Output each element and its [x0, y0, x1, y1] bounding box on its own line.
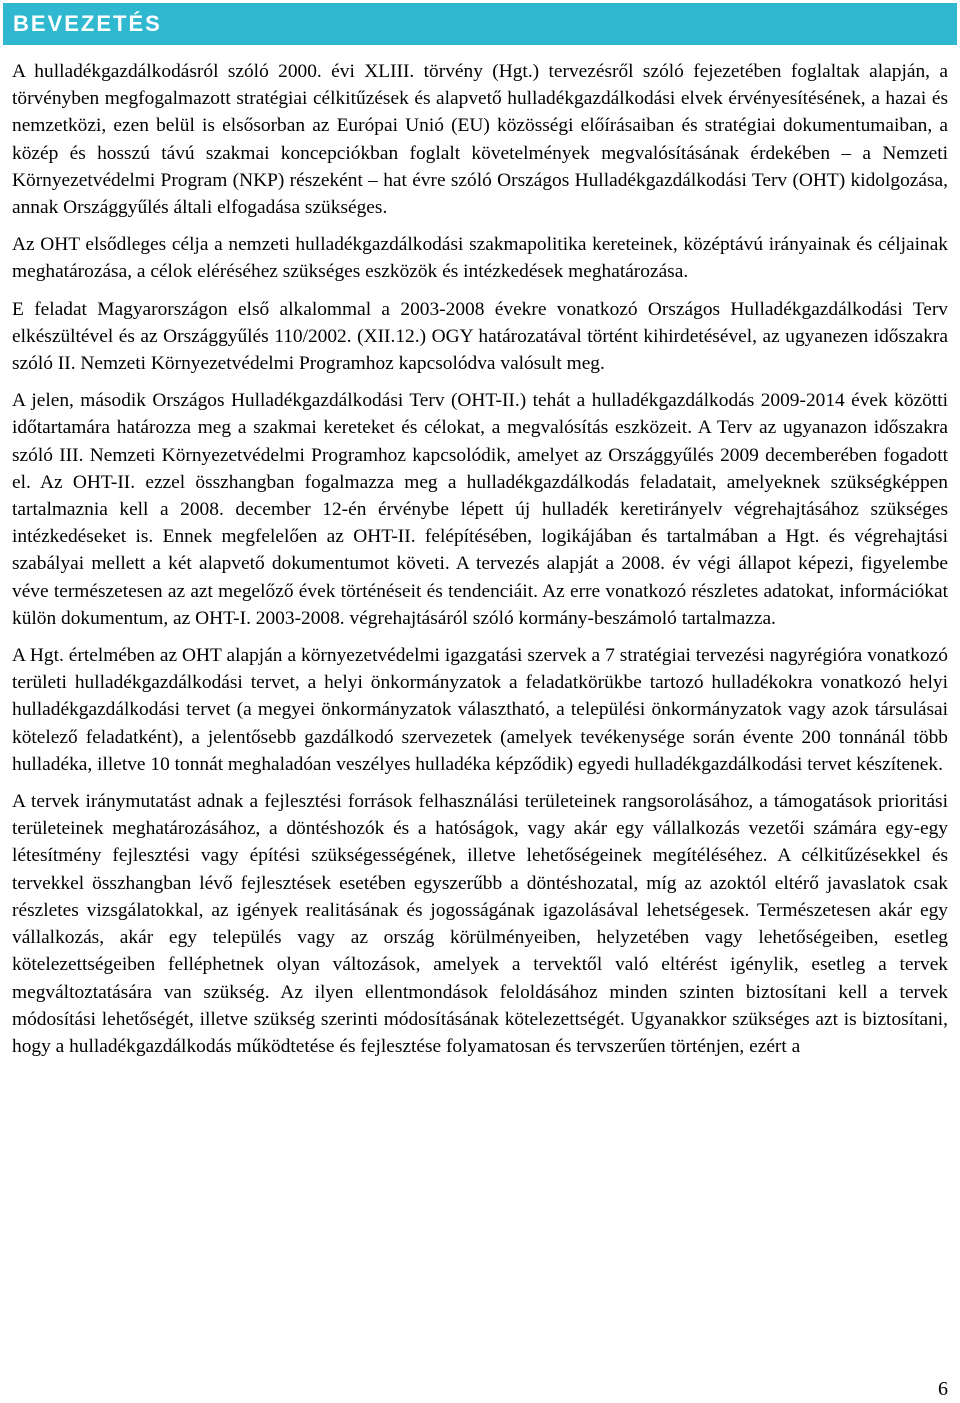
paragraph-second-plan: A jelen, második Országos Hulladékgazdálkodási Terv (OHT-II.) tehát a hulladékgazdálkodás 2009-2014 évek közötti időtartamára határozza meg a szakmai kereteket és célokat, a megvalósítás eszközeit. A Terv az ugyanazon időszakra szóló III. Nemzeti Környezetvédelmi Programhoz kapcsolódik, amelyet az Országgyűlés 2009 decemberében fogadott el. Az OHT-II. ezzel összhangban fogalmazza meg a hulladékgazdálkodás feladatait, amelyeknek szükségképpen tartalmaznia kell a 2008. december 12-én érvénybe lépett új hulladék keretirányelv végrehajtásához szükséges intézkedéseket is. Ennek megfelelően az OHT-II. felépítésében, logikájában és tartalmában a Hgt. és végrehajtási szabályai mellett a két alapvető dokumentumot követi. A tervezés alapját a 2008. év végi állapot képezi, figyelembe véve természetesen az azt megelőző évek történéseit és tendenciáit. Az erre vonatkozó részletes adatokat, információkat külön dokumentum, az OHT-I. 2003-2008. végrehajtásáról szóló kormány-beszámoló tartalmazza.: [12, 390, 948, 629]
section-heading: BEVEZETÉS: [13, 11, 162, 36]
paragraph-oht-goal: Az OHT elsődleges célja a nemzeti hulladékgazdálkodási szakmapolitika kereteinek, középtávú irányainak és céljainak meghatározása, a célok eléréséhez szükséges eszközök és intézkedések meghatározása.: [12, 234, 948, 283]
paragraph-plan-guidance: A tervek iránymutatást adnak a fejlesztési források felhasználási területeinek rangsorolásához, a támogatások prioritási területeinek meghatározásához, a döntéshozók és a hatóságok, vagy akár egy vállalkozás vezetői számára egy-egy létesítmény fejlesztési vagy építési szükségességének, illetve lehetőségeinek megítéléséhez. A célkitűzésekkel és tervekkel összhangban lévő fejlesztések esetében egyszerűbb a döntéshozatal, míg az azoktól eltérő javaslatok csak részletes vizsgálatokkal, az igények realitásának és jogosságának igazolásával lehetségesek. Természetesen akár egy vállalkozás, akár egy település vagy az ország körülményeiben, helyzetében vagy lehetőségeiben, esetleg kötelezettségeiben felléphetnek olyan változások, amelyek a tervektől való eltérést igénylik, esetleg a tervek megváltoztatására van szükség. Az ilyen ellentmondások feloldásához minden szinten biztosítani kell a tervek módosítási lehetőségét, illetve szükség szerinti módosításának kötelezettségét. Ugyanakkor szükséges azt is biztosítani, hogy a hulladékgazdálkodás működtetése és fejlesztése folyamatosan és tervszerűen történjen, ezért a: [12, 791, 948, 1057]
page-number: 6: [938, 1378, 948, 1400]
paragraph-hgt-plans: A Hgt. értelmében az OHT alapján a környezetvédelmi igazgatási szervek a 7 stratégiai tervezési nagyrégióra vonatkozó területi hulladékgazdálkodási tervet, a helyi önkormányzatok a feladatkörükbe tartozó hulladékokra vonatkozó helyi hulladékgazdálkodási tervet (a megyei önkormányzatok választható, a települési önkormányzatok vagy azok társulásai kötelező feladatként), a jelentősebb gazdálkodó szervezetek (amelyek tevékenysége során évente 200 tonnánál több hulladéka, illetve 10 tonnát meghaladóan veszélyes hulladéka képződik) egyedi hulladékgazdálkodási tervet készítenek.: [12, 645, 948, 775]
paragraph-legal-basis: A hulladékgazdálkodásról szóló 2000. évi XLIII. törvény (Hgt.) tervezésről szóló fejezetében foglaltak alapján, a törvényben megfogalmazott stratégiai célkitűzések és alapvető hulladékgazdálkodási elvek érvényesítésének, a hazai és nemzetközi, ezen belül is elsősorban az Európai Unió (EU) közösségi előírásaiban és stratégiai dokumentumaiban, a közép és hosszú távú szakmai koncepciókban foglalt követelmények megvalósításának érdekében – a Nemzeti Környezetvédelmi Program (NKP) részeként – hat évre szóló Országos Hulladékgazdálkodási Terv (OHT) kidolgozása, annak Országgyűlés általi elfogadása szükséges.: [12, 61, 948, 219]
section-heading-bar: [3, 3, 957, 45]
document-body: [12, 58, 948, 1070]
paragraph-first-plan: E feladat Magyarországon első alkalommal a 2003-2008 évekre vonatkozó Országos Hulladékgazdálkodási Terv elkészültével és az Országgyűlés 110/2002. (XII.12.) OGY határozatával történt kihirdetésével, az ugyanezen időszakra szóló II. Nemzeti Környezetvédelmi Programhoz kapcsolódva valósult meg.: [12, 298, 948, 375]
